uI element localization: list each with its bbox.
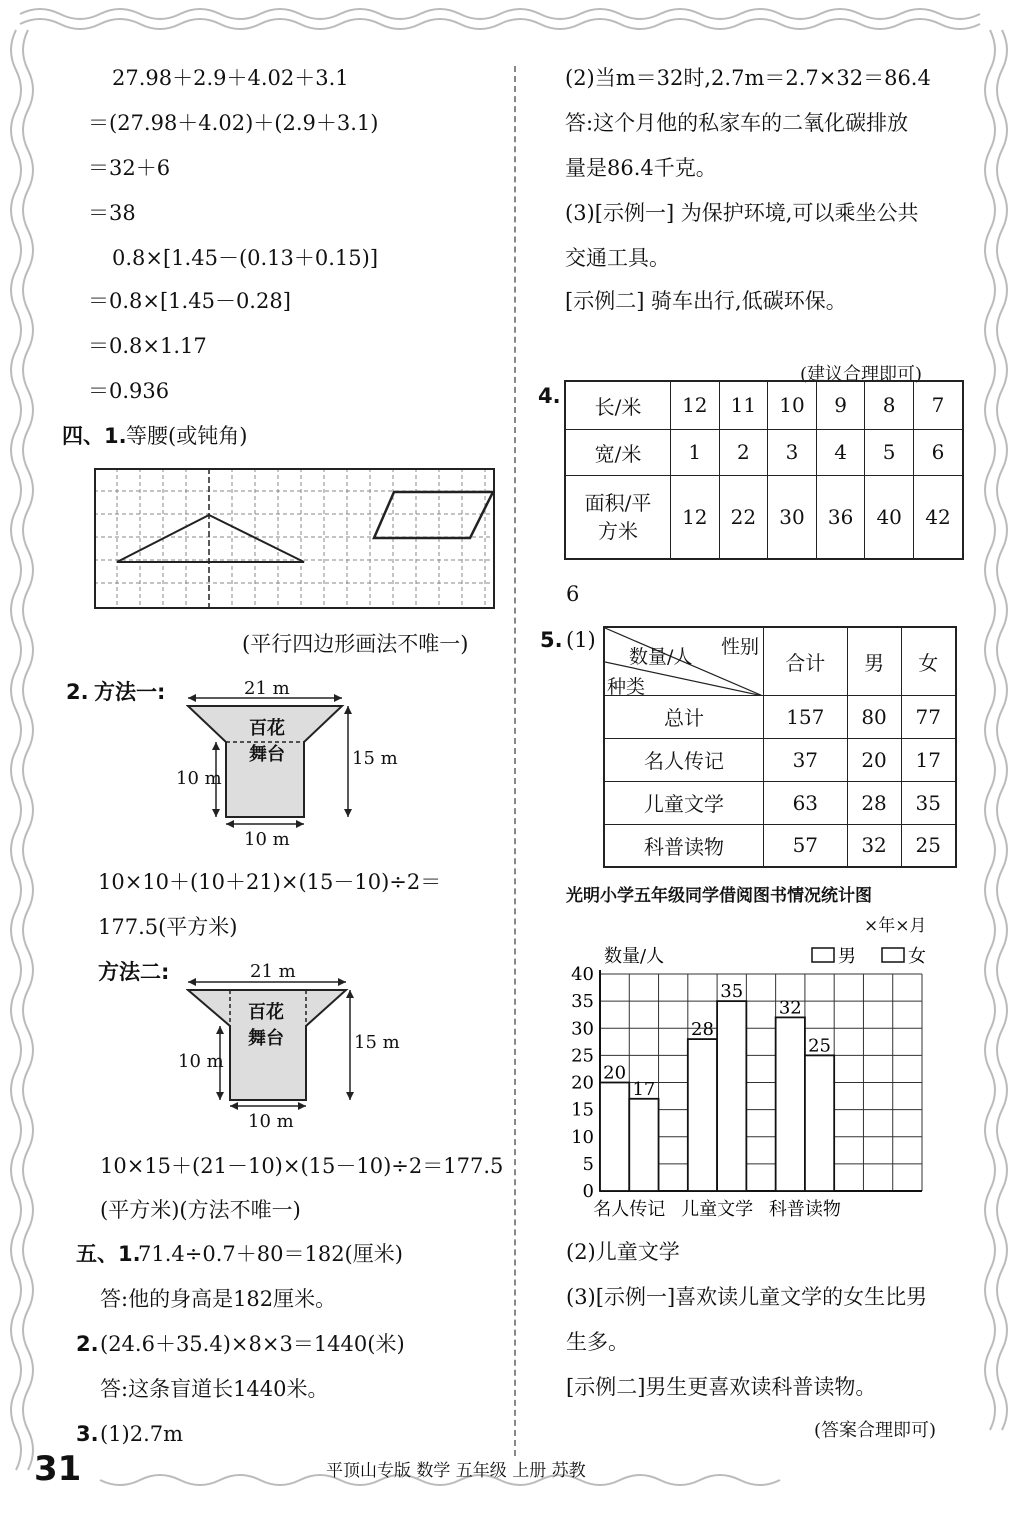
p3-line1: (3)[示例一] 为保护环境,可以乘坐公共 xyxy=(565,201,919,225)
q4-1-text: 等腰(或钝角) xyxy=(126,424,248,448)
bar-chart xyxy=(560,936,940,1226)
table-4 xyxy=(564,380,964,560)
bar-male xyxy=(776,1017,805,1191)
fig2-top: 21 m xyxy=(250,961,296,982)
legend-swatch-female xyxy=(882,948,904,962)
table-row xyxy=(604,781,956,824)
x-tick-label: 科普读物 xyxy=(768,1199,841,1220)
table-row xyxy=(604,695,956,738)
bar-female xyxy=(717,1001,746,1191)
table-cell: 37 xyxy=(764,738,848,781)
q5-1-prefix: 五、1. xyxy=(76,1242,141,1266)
q5-3-line3: [示例二]男生更喜欢读科普读物。 xyxy=(566,1375,877,1399)
y-axis-label: 数量/人 xyxy=(604,946,665,967)
fig1-bottom: 10 m xyxy=(244,829,290,850)
q5-2-answer: (2)儿童文学 xyxy=(566,1240,680,1264)
diag-qty: 数量/人 xyxy=(629,646,693,668)
table-cell: 7 xyxy=(913,381,963,429)
x-tick-label: 儿童文学 xyxy=(681,1199,754,1220)
fig1-label-2: 舞台 xyxy=(249,744,285,765)
q5-2-prefix: 2. xyxy=(76,1332,99,1356)
table-cell: 25 xyxy=(901,824,956,867)
y-tick-label: 40 xyxy=(571,964,594,985)
method1-line2: 177.5(平方米) xyxy=(98,915,238,939)
table-cell: 35 xyxy=(901,781,956,824)
method1-label: 方法一: xyxy=(94,680,166,704)
table-row xyxy=(604,824,956,867)
page-number: 31 xyxy=(34,1449,82,1489)
y-tick-label: 15 xyxy=(571,1099,594,1121)
table-cell: 157 xyxy=(764,695,848,738)
table-cell: 儿童文学 xyxy=(604,781,764,824)
column-divider xyxy=(514,66,516,1456)
table-cell: 名人传记 xyxy=(604,738,764,781)
column-header: 合计 xyxy=(764,627,848,695)
table-cell: 宽/米 xyxy=(565,429,671,475)
table-cell: 63 xyxy=(764,781,848,824)
diag-kind: 种类 xyxy=(607,676,646,698)
table-cell: 3 xyxy=(768,429,817,475)
table-cell: 总计 xyxy=(604,695,764,738)
table-cell: 80 xyxy=(847,695,901,738)
footer-text: 平顶山专版 数学 五年级 上册 苏教 xyxy=(326,1461,586,1481)
y-tick-label: 5 xyxy=(582,1153,594,1175)
calc2-line: 0.8×[1.45－(0.13＋0.15)] xyxy=(112,246,379,270)
table-5 xyxy=(603,626,957,868)
bar-value-label: 17 xyxy=(632,1078,656,1100)
bar-value-label: 20 xyxy=(603,1062,627,1084)
p3-line2: 交通工具。 xyxy=(565,246,670,270)
table-cell: 11 xyxy=(719,381,768,429)
method1-line1: 10×10＋(10＋21)×(15－10)÷2＝ xyxy=(98,870,442,894)
table-cell: 28 xyxy=(847,781,901,824)
x-tick-label: 名人传记 xyxy=(593,1199,666,1220)
calc1-line: ＝32＋6 xyxy=(88,156,171,180)
y-tick-label: 35 xyxy=(571,991,594,1013)
q5-note: (答案合理即可) xyxy=(814,1420,937,1441)
y-tick-label: 10 xyxy=(571,1126,594,1148)
grid-figure xyxy=(94,468,496,610)
column-header: 女 xyxy=(901,627,956,695)
method2-label: 方法二: xyxy=(98,960,170,984)
table-row xyxy=(604,738,956,781)
legend-label-male: 男 xyxy=(838,946,856,967)
p2-line1: (2)当m＝32时,2.7m＝2.7×32＝86.4 xyxy=(565,66,931,90)
q5-1-eq: 71.4÷0.7＋80＝182(厘米) xyxy=(138,1242,403,1266)
table-cell: 12 xyxy=(671,381,720,429)
q5-3-prefix: 3. xyxy=(76,1422,99,1446)
p3-line3: [示例二] 骑车出行,低碳环保。 xyxy=(565,289,847,313)
fig2-left: 10 m xyxy=(178,1051,224,1072)
q5-1-ans: 答:他的身高是182厘米。 xyxy=(100,1287,337,1311)
fig2-label-1: 百花 xyxy=(248,1002,284,1023)
table-row xyxy=(565,381,963,429)
fig1-right: 15 m xyxy=(352,748,398,769)
y-tick-label: 0 xyxy=(582,1181,594,1202)
q5-2-ans: 答:这条盲道长1440米。 xyxy=(100,1377,329,1401)
table-cell: 40 xyxy=(865,475,914,559)
table-cell: 6 xyxy=(913,429,963,475)
fig1-left: 10 m xyxy=(176,768,222,789)
table-cell: 12 xyxy=(671,475,720,559)
fig1-top: 21 m xyxy=(244,678,290,699)
table-cell: 4 xyxy=(816,429,865,475)
q5-2-eq: (24.6＋35.4)×8×3＝1440(米) xyxy=(100,1332,405,1356)
bar-male xyxy=(688,1039,717,1191)
table-row xyxy=(604,627,956,695)
q4-1-prefix: 四、1. xyxy=(62,424,127,448)
q4-answer: 6 xyxy=(566,582,580,606)
table-cell: 32 xyxy=(847,824,901,867)
method2-line2: (平方米)(方法不唯一) xyxy=(100,1198,301,1222)
fig2-bottom: 10 m xyxy=(248,1111,294,1132)
table-cell: 5 xyxy=(865,429,914,475)
table-cell: 36 xyxy=(816,475,865,559)
calc1-line: ＝38 xyxy=(88,201,136,225)
bar-female xyxy=(805,1055,834,1191)
fig1-label-1: 百花 xyxy=(249,718,285,739)
q4-label: 4. xyxy=(538,384,561,408)
table-cell: 57 xyxy=(764,824,848,867)
table-cell: 77 xyxy=(901,695,956,738)
calc2-line: ＝0.8×1.17 xyxy=(88,334,207,358)
table-cell: 30 xyxy=(768,475,817,559)
table-cell: 9 xyxy=(816,381,865,429)
table-cell: 22 xyxy=(719,475,768,559)
table-row xyxy=(565,429,963,475)
q4-1-note: (平行四边形画法不唯一) xyxy=(242,632,469,656)
y-tick-label: 30 xyxy=(571,1018,594,1040)
calc1-line: 27.98＋2.9＋4.02＋3.1 xyxy=(112,66,349,90)
q5-sub: (1) xyxy=(566,628,596,652)
bar-female xyxy=(629,1099,658,1191)
p2-line2: 答:这个月他的私家车的二氧化碳排放 xyxy=(565,111,909,135)
chart-title: 光明小学五年级同学借阅图书情况统计图 xyxy=(566,886,872,906)
legend-swatch-male xyxy=(812,948,834,962)
q5-label: 5. xyxy=(540,628,563,652)
p2-line3: 量是86.4千克。 xyxy=(565,156,717,180)
diag-gender: 性别 xyxy=(720,636,759,658)
column-header: 男 xyxy=(847,627,901,695)
table-cell: 10 xyxy=(768,381,817,429)
y-tick-label: 20 xyxy=(571,1072,594,1094)
diagonal-header-cell xyxy=(604,627,764,698)
fig2-right: 15 m xyxy=(354,1032,400,1053)
table-cell: 1 xyxy=(671,429,720,475)
bar-value-label: 28 xyxy=(691,1019,714,1041)
bar-male xyxy=(600,1083,629,1192)
q5-3-text: (1)2.7m xyxy=(100,1422,184,1446)
y-tick-label: 25 xyxy=(571,1045,594,1067)
fig2-label-2: 舞台 xyxy=(248,1028,284,1049)
calc2-line: ＝0.936 xyxy=(88,379,170,403)
bar-value-label: 32 xyxy=(778,997,802,1019)
table-cell: 长/米 xyxy=(565,381,671,429)
calc1-line: ＝(27.98＋4.02)＋(2.9＋3.1) xyxy=(88,111,379,135)
q5-3-line1: (3)[示例一]喜欢读儿童文学的女生比男 xyxy=(566,1285,928,1309)
chart-date: ×年×月 xyxy=(864,916,927,936)
bar-value-label: 25 xyxy=(808,1035,831,1057)
method2-line1: 10×15＋(21－10)×(15－10)÷2＝177.5 xyxy=(100,1154,504,1178)
table-cell: 42 xyxy=(913,475,963,559)
p3-note: (建议合理即可) xyxy=(800,364,923,385)
calc2-line: ＝0.8×[1.45－0.28] xyxy=(88,289,291,313)
table-cell: 8 xyxy=(865,381,914,429)
bar-value-label: 35 xyxy=(720,981,744,1003)
table-cell: 科普读物 xyxy=(604,824,764,867)
table-cell: 20 xyxy=(847,738,901,781)
table-cell: 17 xyxy=(901,738,956,781)
legend-label-female: 女 xyxy=(908,946,926,967)
table-cell: 面积/平方米 xyxy=(565,475,671,559)
q5-3-line2: 生多。 xyxy=(566,1330,629,1354)
table-row xyxy=(565,475,963,559)
table-cell: 2 xyxy=(719,429,768,475)
q2-label: 2. xyxy=(66,680,89,704)
